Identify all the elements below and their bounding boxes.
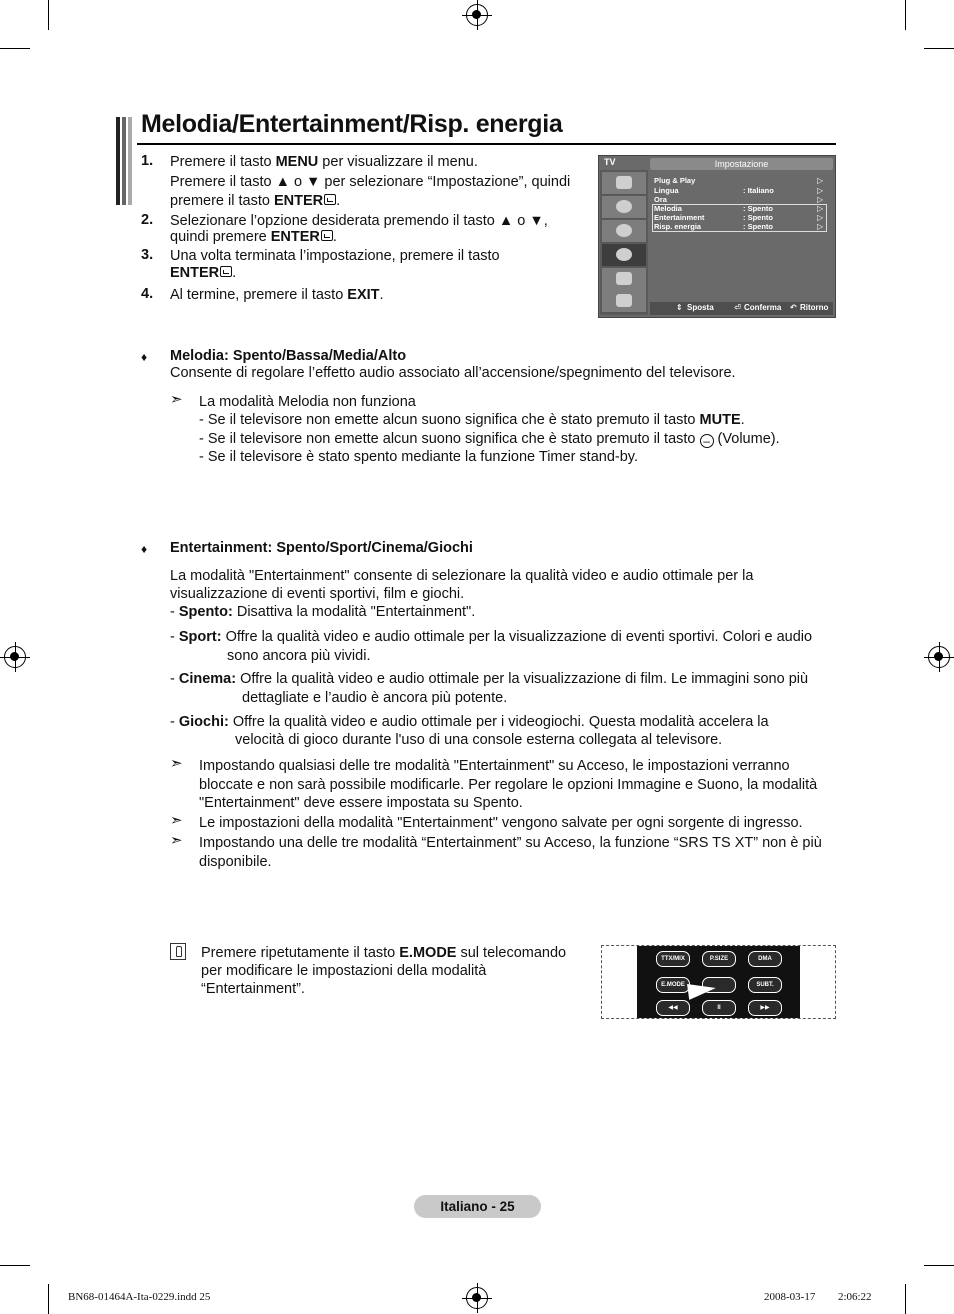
hand-icon bbox=[170, 943, 186, 960]
picture-icon bbox=[602, 172, 646, 195]
registration-mark-icon bbox=[4, 646, 26, 668]
entertainment-heading: Entertainment: Spento/Sport/Cinema/Giochi bbox=[170, 540, 473, 556]
ttx-mix-button: TTX/MIX bbox=[656, 951, 690, 967]
entertainment-note-3: Impostando una delle tre modalità “Entertainment” su Acceso, la funzione “SRS TS XT” non è più bbox=[199, 835, 822, 851]
step-number: 4. bbox=[141, 286, 154, 302]
entertainment-spento: - Spento: Disattiva la modalità "Entertainment". bbox=[170, 604, 476, 620]
entertainment-note-1: Impostando qualsiasi delle tre modalità "Entertainment" su Acceso, le impostazioni verranno bbox=[199, 758, 790, 774]
crop-mark bbox=[905, 0, 906, 30]
entertainment-intro: La modalità "Entertainment" consente di selezionare la qualità video e audio ottimale per la bbox=[170, 568, 754, 584]
psize-button: P.SIZE bbox=[702, 951, 736, 967]
melodia-note-2: - Se il televisore non emette alcun suono significa che è stato premuto il tasto – (Volume). bbox=[199, 431, 780, 448]
step-number: 3. bbox=[141, 247, 154, 263]
melodia-note-title: La modalità Melodia non funziona bbox=[199, 394, 416, 410]
bullet-icon: ♦ bbox=[141, 350, 148, 364]
entertainment-note-1: bloccate e non sarà possibile modificarle. Per regolare le opzioni Immagine e Suono, la modalità bbox=[199, 777, 818, 793]
tv-menu-row: Melodia : Spento ▷ bbox=[654, 204, 824, 213]
note-arrow-icon: ➣ bbox=[170, 812, 183, 829]
entertainment-giochi: - Giochi: Offre la qualità video e audio ottimale per i videogiochi. Questa modalità accelera la bbox=[170, 714, 769, 730]
remote-control-image bbox=[601, 945, 836, 1019]
rewind-button: ◀◀ bbox=[656, 1000, 690, 1016]
step-2-line2: quindi premere ENTER . bbox=[170, 229, 337, 245]
tv-menu-row: Risp. energia : Spento ▷ bbox=[654, 222, 824, 231]
note-arrow-icon: ➣ bbox=[170, 755, 183, 772]
registration-mark-icon bbox=[466, 4, 488, 26]
tv-menu-header: Impostazione bbox=[650, 158, 833, 170]
melodia-heading: Melodia: Spento/Bassa/Media/Alto bbox=[170, 348, 407, 364]
entertainment-intro: visualizzazione di eventi sportivi, film e giochi. bbox=[170, 586, 465, 602]
updown-icon: ⇕ bbox=[676, 303, 683, 312]
title-decoration bbox=[116, 117, 132, 205]
input-icon bbox=[602, 268, 646, 291]
melodia-desc: Consente di regolare l’effetto audio associato all’accensione/spegnimento del televisore. bbox=[170, 365, 736, 381]
note-arrow-icon: ➣ bbox=[170, 832, 183, 849]
step-4-line1: Al termine, premere il tasto EXIT. bbox=[170, 287, 384, 303]
pause-button: II bbox=[702, 1000, 736, 1016]
tv-menu-footer: ⇕ Sposta ⏎ Conferma ↶ Ritorno bbox=[650, 302, 833, 315]
slug-left: BN68-01464A-Ita-0229.indd 25 bbox=[68, 1291, 211, 1303]
entertainment-cinema: - Cinema: Offre la qualità video e audio ottimale per la visualizzazione di film. Le immagini sono più bbox=[170, 671, 809, 687]
tip-line-3: “Entertainment”. bbox=[201, 981, 305, 997]
entertainment-note-1: "Entertainment" deve essere impostata su Spento. bbox=[199, 795, 523, 811]
step-number: 2. bbox=[141, 212, 154, 228]
bullet-icon: ♦ bbox=[141, 542, 148, 556]
return-icon: ↶ bbox=[790, 303, 797, 312]
page-title: Melodia/Entertainment/Risp. energia bbox=[141, 110, 563, 138]
tv-menu-row: Plug & Play ▷ bbox=[654, 176, 824, 185]
enter-icon bbox=[321, 230, 333, 241]
entertainment-cinema-cont: dettagliate e l’audio è ancora più potente. bbox=[242, 690, 508, 706]
entertainment-note-2: Le impostazioni della modalità "Entertainment" vengono salvate per ogni sorgente di ingresso. bbox=[199, 815, 803, 831]
registration-mark-icon bbox=[466, 1287, 488, 1309]
slug-right: 2008-03-17 ￿￿ 2:06:22 bbox=[764, 1291, 872, 1303]
title-rule bbox=[137, 143, 836, 145]
setup-gear-icon bbox=[602, 244, 646, 267]
crop-mark bbox=[0, 1265, 30, 1266]
entertainment-note-3: disponibile. bbox=[199, 854, 272, 870]
melodia-note-1: - Se il televisore non emette alcun suono significa che è stato premuto il tasto MUTE. bbox=[199, 412, 745, 428]
step-2-line1: Selezionare l’opzione desiderata premendo il tasto ▲ o ▼, bbox=[170, 213, 548, 229]
crop-mark bbox=[48, 1284, 49, 1314]
step-1-line3: premere il tasto ENTER . bbox=[170, 193, 341, 209]
fast-forward-button: ▶▶ bbox=[748, 1000, 782, 1016]
step-3-line2: ENTER . bbox=[170, 265, 237, 281]
sound-icon bbox=[602, 196, 646, 219]
tv-menu-row: Lingua : Italiano ▷ bbox=[654, 186, 824, 195]
crop-mark bbox=[48, 0, 49, 30]
enter-icon bbox=[324, 194, 336, 205]
registration-mark-icon bbox=[928, 646, 950, 668]
enter-icon: ⏎ bbox=[734, 303, 741, 312]
tip-line-2: per modificare le impostazioni della modalità bbox=[201, 963, 487, 979]
tip-line-1: Premere ripetutamente il tasto E.MODE sul telecomando bbox=[201, 945, 567, 961]
enter-icon bbox=[220, 266, 232, 277]
step-1-line1: Premere il tasto MENU per visualizzare il menu. bbox=[170, 154, 478, 170]
tv-menu-row: Entertainment : Spento ▷ bbox=[654, 213, 824, 222]
step-number: 1. bbox=[141, 153, 154, 169]
crop-mark bbox=[0, 48, 30, 49]
step-3-line1: Una volta terminata l’impostazione, premere il tasto bbox=[170, 248, 500, 264]
application-icon bbox=[602, 290, 646, 313]
step-1-line2: Premere il tasto ▲ o ▼ per selezionare “Impostazione”, quindi bbox=[170, 174, 571, 190]
dma-button: DMA bbox=[748, 951, 782, 967]
tv-menu-row: Ora ▷ bbox=[654, 195, 824, 204]
channel-icon bbox=[602, 220, 646, 243]
note-arrow-icon: ➣ bbox=[170, 391, 183, 408]
entertainment-sport-cont: sono ancora più vividi. bbox=[227, 648, 371, 664]
emode-button: E.MODE bbox=[656, 977, 690, 993]
crop-mark bbox=[924, 1265, 954, 1266]
crop-mark bbox=[905, 1284, 906, 1314]
entertainment-sport: - Sport: Offre la qualità video e audio ottimale per la visualizzazione di eventi sportivi. Colori e audio bbox=[170, 629, 813, 645]
tv-tab: TV bbox=[604, 157, 616, 167]
volume-minus-icon: – bbox=[700, 434, 714, 448]
page-number-badge: Italiano - 25 bbox=[414, 1195, 541, 1218]
subt-button: SUBT. bbox=[748, 977, 782, 993]
entertainment-giochi-cont: velocità di gioco durante l'uso di una console esterna collegata al televisore. bbox=[235, 732, 723, 748]
melodia-note-3: - Se il televisore è stato spento mediante la funzione Timer stand-by. bbox=[199, 449, 638, 465]
crop-mark bbox=[924, 48, 954, 49]
